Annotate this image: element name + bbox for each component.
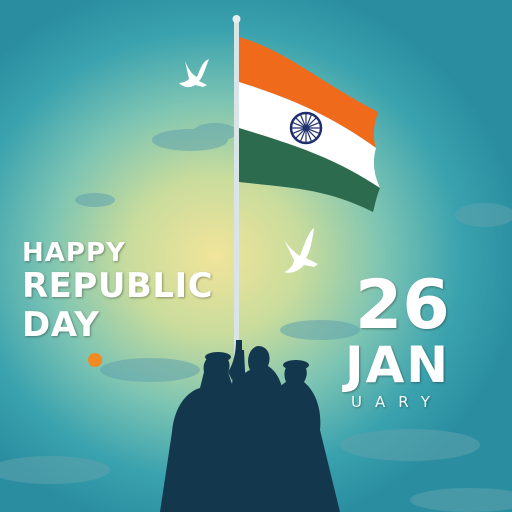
- date-month-rest: UARY: [351, 393, 443, 411]
- orange-dot: [88, 353, 102, 367]
- dove-icon: [284, 228, 318, 273]
- indian-flag: [239, 37, 380, 212]
- flag-pole-top: [233, 15, 241, 23]
- ashoka-chakra-icon: [291, 113, 321, 143]
- date-day: 26: [355, 266, 450, 345]
- dove-icon: [179, 59, 209, 87]
- greeting-line-day: DAY: [22, 305, 100, 345]
- greeting-line-happy: HAPPY: [22, 238, 126, 268]
- date-month-main: JAN: [345, 336, 451, 394]
- greeting-line-republic: REPUBLIC: [22, 266, 214, 306]
